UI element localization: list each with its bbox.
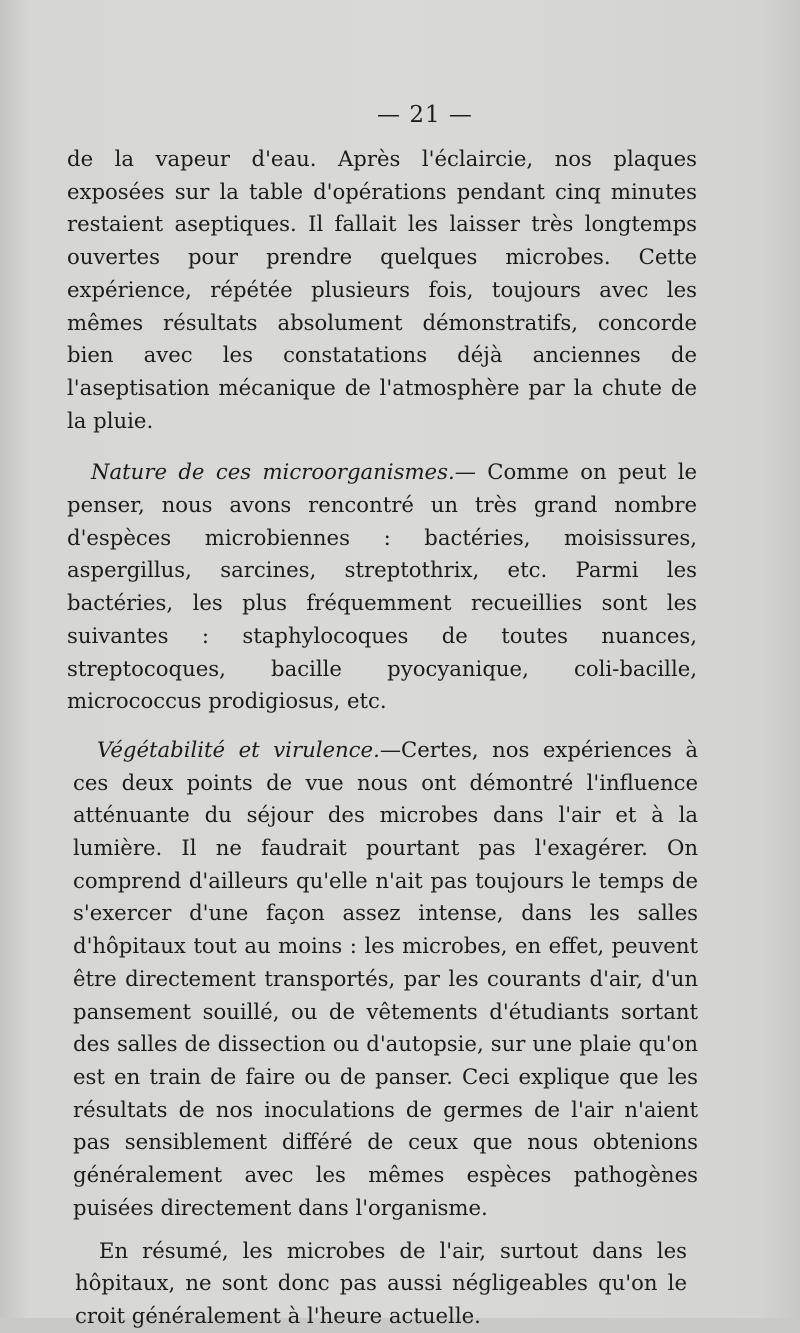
paragraph-2 [67, 456, 697, 718]
paragraph-3 [73, 734, 698, 1225]
paragraph-2-body: — Comme on peut le penser, nous avons rencontré un très grand nombre d'espèces microbiennes : bactéries, moisissures, aspergillus, sarcines, streptothrix, etc. Parmi les bactéries, les plus fréquemment recueillies sont les suivantes : staphylocoques de toutes nuances, streptocoques, bacille pyocyanique, coli-bacille, micrococcus prodigiosus, etc. [67, 459, 698, 714]
paragraph-3-body: —Certes, nos expériences à ces deux points de vue nous ont démontré l'influence atténuante du séjour des microbes dans l'air et à la lumière. Il ne faudrait pourtant pas l'exagérer. On comprend d'ailleurs qu'elle n'ait pas toujours le temps de s'exercer d'une façon assez intense, dans les salles d'hôpitaux tout au moins : les microbes, en effet, peuvent être directement transportés, par les courants d'air, d'un pansement souillé, ou de vêtements d'étudiants sortant des salles de dissection ou d'autopsie, sur une plaie qu'on est en train de faire ou de panser. Ceci explique que les résultats de nos inoculations de germes de l'air n'aient pas sensiblement différé de ceux que nous obtenions généralement avec les mêmes espèces pathogènes puisées directement dans l'organisme. [73, 736, 699, 1220]
paragraph-4: En résumé, les microbes de l'air, surtout dans les hôpitaux, ne sont donc pas aussi négligeables qu'on le croit généralement à l'heure actuelle. [75, 1237, 687, 1328]
paragraph-1: de la vapeur d'eau. Après l'éclaircie, nos plaques exposées sur la table d'opérations pendant cinq minutes restaient aseptiques. Il fallait les laisser très longtemps ouvertes pour prendre quelques microbes. Cette expérience, répétée plusieurs fois, toujours avec les mêmes résultats absolument démonstratifs, concorde bien avec les constatations déjà anciennes de l'aseptisation mécanique de l'atmosphère par la chute de la pluie. [67, 146, 697, 433]
section-heading-nature: Nature de ces microorganismes. [91, 459, 455, 485]
page-number: — 21 — [377, 102, 473, 128]
body-text [67, 143, 697, 1333]
section-heading-vegetabilite: Végétabilité et virulence. [97, 736, 380, 762]
